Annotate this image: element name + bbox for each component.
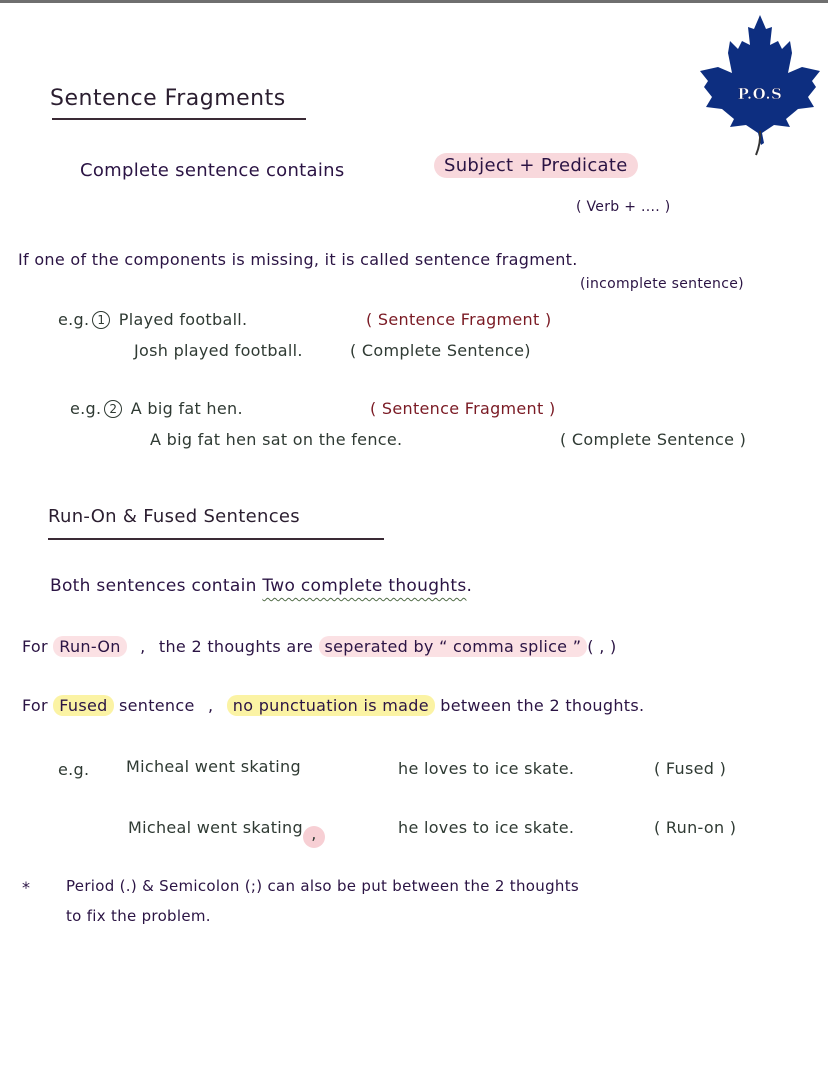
fused-label: ( Fused ) [654,759,727,778]
for-label: For [22,637,48,656]
rule-end: ( , ) [587,637,617,656]
sentence-word: sentence [119,696,195,715]
example-fragment: Played football. [118,310,248,329]
runon-example [128,818,325,848]
fused-rule [22,696,644,715]
tip-line-1: Period (.) & Semicolon (;) can also be put between the 2 thoughts [66,877,579,895]
run-on-rule [22,637,617,656]
title-underline [48,538,384,540]
rule-middle: the 2 thoughts are [158,637,314,656]
runon-comma-highlight: , [303,826,325,848]
intro-lead: Both sentences contain [50,576,257,596]
example-2-complete-label: ( Complete Sentence ) [560,430,747,449]
comma: , [140,637,146,656]
for-label: For [22,696,48,715]
verb-note: ( Verb + .... ) [576,199,671,215]
examples-prefix: e.g. [58,760,90,779]
rule-end: between the 2 thoughts. [440,696,645,715]
intro-line [50,576,472,596]
incomplete-note: (incomplete sentence) [580,276,744,292]
no-punctuation-highlight: no punctuation is made [227,695,435,716]
example-2-fragment-row [70,399,243,418]
example-2-fragment-label: ( Sentence Fragment ) [370,399,556,418]
example-number: 1 [92,311,110,329]
pos-logo [698,15,822,161]
tip-bullet: * [22,878,31,897]
example-fragment: A big fat hen. [130,399,243,418]
run-on-term: Run-On [53,636,126,657]
runon-example-part-b: he loves to ice skate. [398,818,575,837]
tip-line-2: to fix the problem. [66,907,211,925]
example-1-complete-label: ( Complete Sentence) [350,341,531,360]
runon-example-part-a: Micheal went skating [128,818,303,837]
two-complete-thoughts: Two complete thoughts [262,576,467,596]
title-underline [52,118,306,120]
section-title-sentence-fragments: Sentence Fragments [50,86,286,111]
fused-example-part-a: Micheal went skating [126,757,301,776]
comma-splice-highlight: seperated by “ comma splice ” [319,636,588,657]
subject-predicate-highlight: Subject + Predicate [434,153,638,178]
fragment-rule: If one of the components is missing, it is called sentence fragment. [18,250,578,269]
example-prefix: e.g. [58,310,90,329]
example-prefix: e.g. [70,399,102,418]
example-1-fragment-label: ( Sentence Fragment ) [366,310,552,329]
example-number: 2 [104,400,122,418]
logo-text: P.O.S [737,85,783,103]
intro-end: . [466,576,473,596]
example-1-complete: Josh played football. [134,341,303,360]
example-1-fragment-row [58,310,247,329]
definition-lead: Complete sentence contains [80,160,345,181]
top-border [0,0,828,3]
comma: , [208,696,214,715]
fused-term: Fused [53,695,113,716]
runon-label: ( Run-on ) [654,818,737,837]
fused-example-part-b: he loves to ice skate. [398,759,575,778]
section-title-run-on-fused: Run-On & Fused Sentences [48,506,300,527]
example-2-complete: A big fat hen sat on the fence. [150,430,403,449]
